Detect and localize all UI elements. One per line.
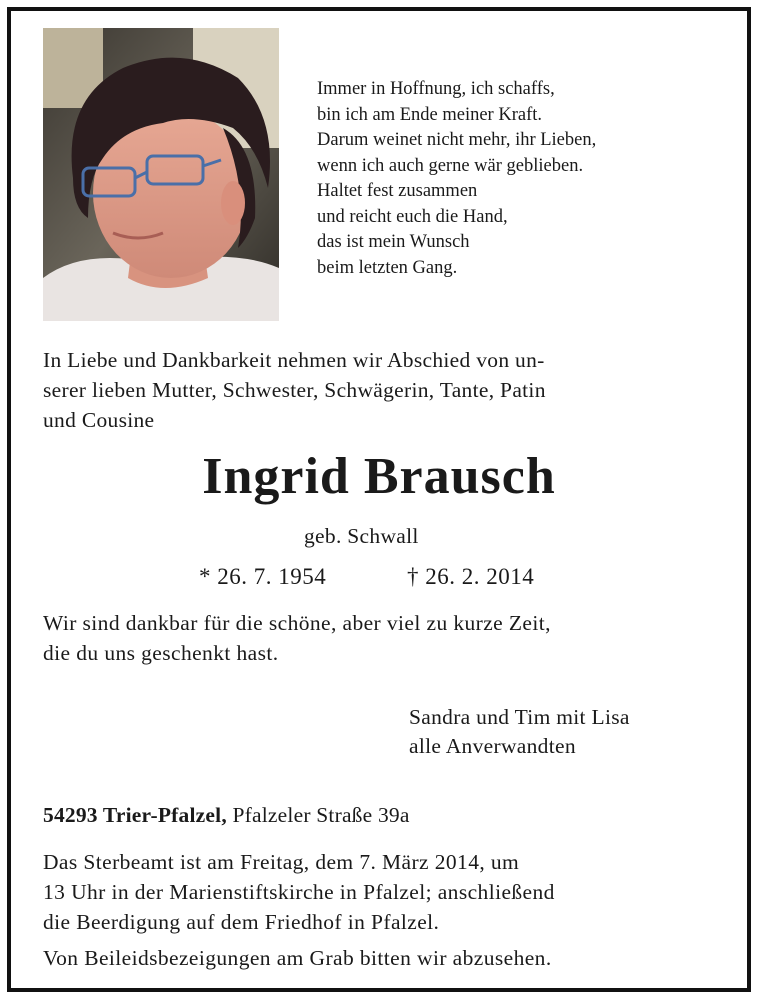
signer-line: alle Anverwandten — [409, 734, 576, 758]
funeral-line: 13 Uhr in der Marienstiftskirche in Pfalzel; anschließend — [43, 880, 555, 904]
intro-paragraph — [43, 345, 719, 435]
poem-line: das ist mein Wunsch — [317, 232, 470, 252]
poem-line: und reicht euch die Hand, — [317, 206, 508, 227]
intro-line: serer lieben Mutter, Schwester, Schwägerin, Tante, Patin — [43, 378, 546, 402]
gratitude-paragraph — [43, 608, 723, 668]
deceased-name: Ingrid Brausch — [202, 448, 556, 505]
intro-line: In Liebe und Dankbarkeit nehmen wir Abschied von un- — [43, 348, 545, 372]
poem-line: beim letzten Gang. — [317, 257, 458, 278]
obituary-notice — [7, 7, 751, 992]
condolences-note: Von Beileidsbezeigungen am Grab bitten wir abzusehen. — [43, 946, 552, 970]
poem-line: Haltet fest zusammen — [317, 181, 478, 201]
gratitude-line: Wir sind dankbar für die schöne, aber viel zu kurze Zeit, — [43, 611, 551, 635]
signers — [409, 703, 630, 761]
funeral-details — [43, 847, 723, 937]
poem-line: Darum weinet nicht mehr, ihr Lieben, — [317, 130, 597, 150]
poem-line: bin ich am Ende meiner Kraft. — [317, 104, 542, 125]
poem-line: Immer in Hoffnung, ich schaffs, — [317, 79, 555, 99]
address-city: 54293 Trier-Pfalzel, — [43, 803, 227, 827]
signer-line: Sandra und Tim mit Lisa — [409, 705, 630, 729]
poem — [317, 77, 596, 281]
gratitude-line: die du uns geschenkt hast. — [43, 641, 279, 665]
birth-name: geb. Schwall — [304, 524, 419, 548]
intro-line: und Cousine — [43, 408, 155, 432]
death-date: † 26. 2. 2014 — [407, 564, 535, 589]
funeral-line: die Beerdigung auf dem Friedhof in Pfalzel. — [43, 910, 440, 934]
funeral-line: Das Sterbeamt ist am Freitag, dem 7. März 2014, um — [43, 850, 520, 874]
birth-date: * 26. 7. 1954 — [199, 564, 327, 589]
poem-line: wenn ich auch gerne wär geblieben. — [317, 155, 584, 176]
portrait-photo — [43, 28, 279, 321]
address — [43, 803, 410, 828]
address-street: Pfalzeler Straße 39a — [232, 803, 410, 827]
